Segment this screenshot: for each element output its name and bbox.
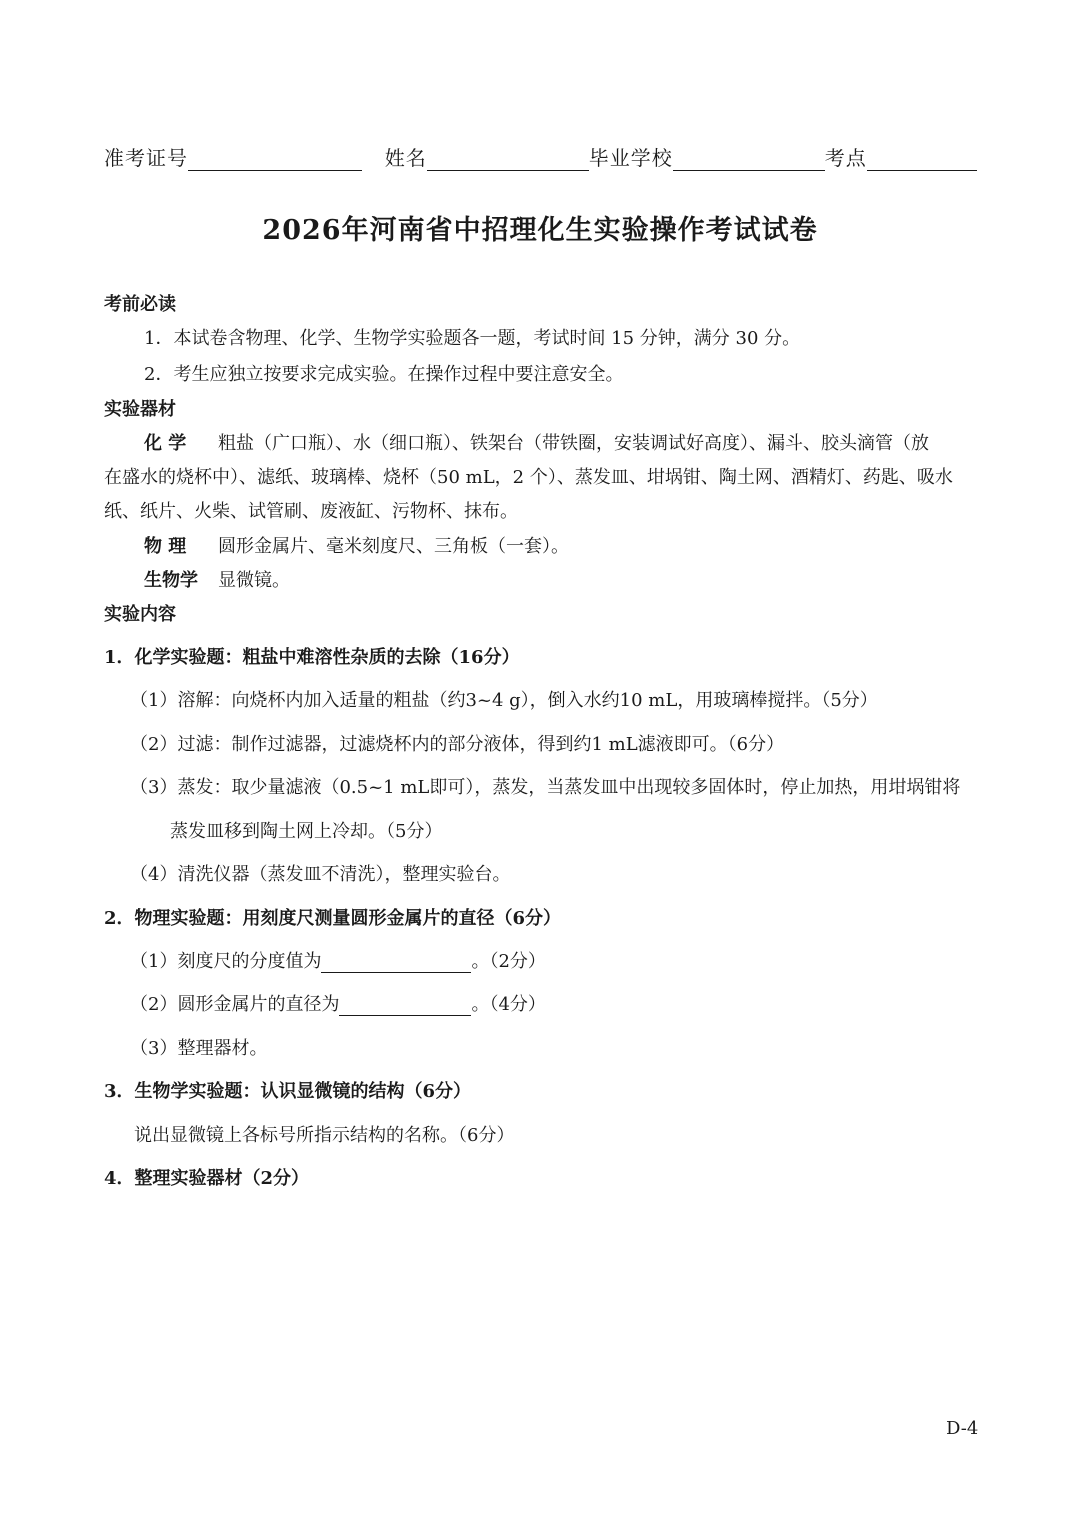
- biology-items: 显微镜。: [218, 570, 290, 591]
- physics-items: 圆形金属片、毫米刻度尺、三角板（一套）。: [218, 536, 569, 557]
- question-1-step: （1）溶解：向烧杯内加入适量的粗盐（约3~4 g），倒入水约10 mL，用玻璃棒搅拌。（5分）: [130, 690, 878, 711]
- answer-blank[interactable]: [339, 995, 471, 1016]
- school-label: 毕业学校: [588, 146, 673, 170]
- exam-id-label: 准考证号: [104, 146, 188, 170]
- notice-item: 2．考生应独立按要求完成实验。在操作过程中要注意安全。: [144, 364, 624, 385]
- equipment-biology: [144, 566, 290, 592]
- physics-label: 物 理: [144, 536, 187, 557]
- step-score: 。（2分）: [471, 951, 546, 972]
- answer-blank[interactable]: [321, 952, 471, 973]
- question-3-title: 3．生物学实验题：认识显微镜的结构（6分）: [104, 1081, 472, 1102]
- chemistry-label: 化 学: [144, 433, 187, 454]
- notice-heading: 考前必读: [104, 294, 176, 315]
- name-blank: [427, 148, 589, 171]
- step-text: （1）刻度尺的分度值为: [130, 951, 322, 972]
- exam-site-label: 考点: [824, 146, 867, 170]
- header-fields: [104, 142, 977, 171]
- step-score: 。（4分）: [471, 994, 546, 1015]
- notice-item: 1．本试卷含物理、化学、生物学实验题各一题，考试时间 15 分钟，满分 30 分。: [144, 328, 801, 349]
- content-heading: 实验内容: [104, 604, 176, 625]
- chemistry-line: 在盛水的烧杯中）、滤纸、玻璃棒、烧杯（50 mL，2 个）、蒸发皿、坩埚钳、陶土网、酒精灯、药匙、吸水: [104, 467, 953, 488]
- question-1-step: （4）清洗仪器（蒸发皿不清洗），整理实验台。: [130, 864, 511, 885]
- chemistry-line: 纸、纸片、火柴、试管刷、废液缸、污物杯、抹布。: [104, 501, 518, 522]
- equipment-chemistry: [144, 429, 929, 455]
- equipment-physics: [144, 532, 569, 558]
- chemistry-line: 粗盐（广口瓶）、水（细口瓶）、铁架台（带铁圈，安装调试好高度）、漏斗、胶头滴管（放: [218, 433, 929, 454]
- question-3-text: 说出显微镜上各标号所指示结构的名称。（6分）: [134, 1125, 515, 1146]
- question-2-step-3: （3）整理器材。: [130, 1038, 268, 1059]
- question-1-step: （3）蒸发：取少量滤液（0.5~1 mL即可），蒸发，当蒸发皿中出现较多固体时，停止加热，用坩埚钳将: [130, 777, 961, 798]
- question-1-title: 1．化学实验题：粗盐中难溶性杂质的去除（16分）: [104, 647, 520, 668]
- name-label: 姓名: [384, 146, 427, 170]
- question-1-step: 蒸发皿移到陶土网上冷却。（5分）: [170, 821, 443, 842]
- question-2-step-1: [130, 947, 546, 973]
- exam-id-blank: [188, 148, 362, 171]
- equipment-heading: 实验器材: [104, 399, 176, 420]
- page-title: 2026年河南省中招理化生实验操作考试试卷: [262, 215, 818, 246]
- question-2-title: 2．物理实验题：用刻度尺测量圆形金属片的直径（6分）: [104, 908, 562, 929]
- school-blank: [673, 148, 825, 171]
- step-text: （2）圆形金属片的直径为: [130, 994, 340, 1015]
- page-code: D-4: [946, 1418, 979, 1439]
- question-4-title: 4．整理实验器材（2分）: [104, 1168, 310, 1189]
- exam-site-blank: [867, 148, 977, 171]
- biology-label: 生物学: [144, 570, 198, 591]
- question-2-step-2: [130, 990, 546, 1016]
- question-1-step: （2）过滤：制作过滤器，过滤烧杯内的部分液体，得到约1 mL滤液即可。（6分）: [130, 734, 785, 755]
